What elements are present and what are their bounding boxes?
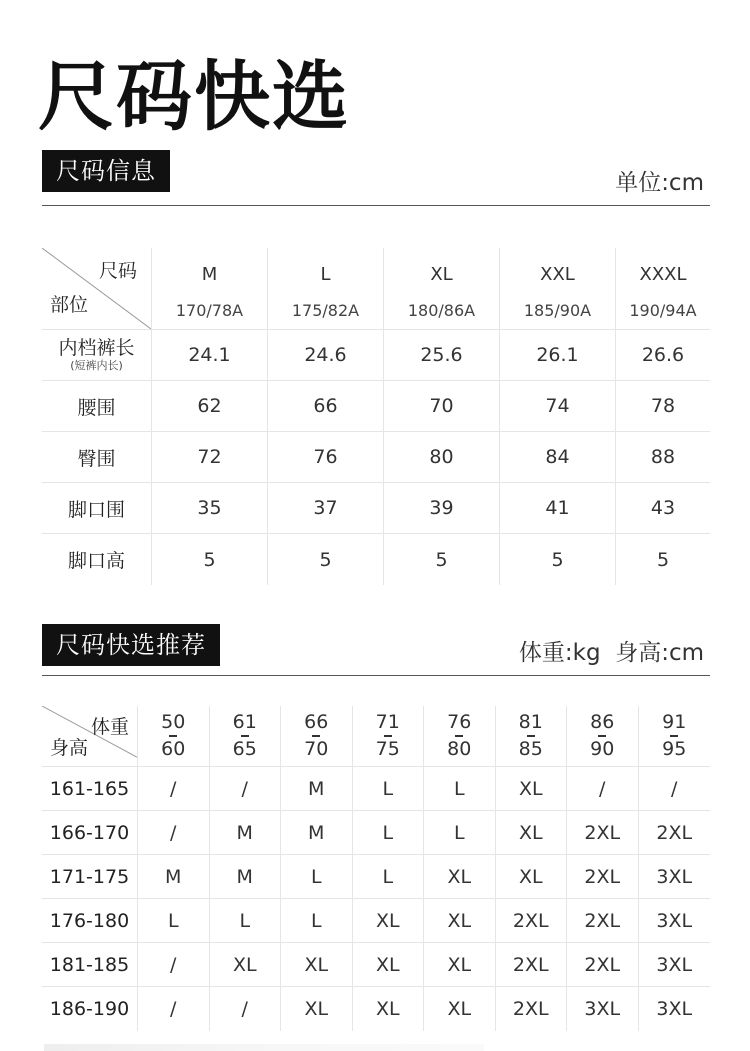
table-cell: XL: [281, 943, 353, 986]
table-cell: M: [138, 855, 210, 898]
weight-header-row: [42, 706, 710, 767]
table-row: [42, 534, 710, 585]
table-cell: XL: [424, 987, 496, 1031]
table-cell: 41: [500, 483, 616, 533]
table-cell: /: [138, 943, 210, 986]
table-row: [42, 987, 710, 1031]
row-label: 脚口高: [42, 534, 152, 585]
table-row: [42, 330, 710, 381]
table-cell: /: [138, 767, 210, 810]
table-cell: XL: [353, 899, 425, 942]
table-cell: XL: [496, 811, 568, 854]
size-info-table: [42, 248, 710, 585]
weight-max: 75: [375, 737, 400, 760]
table-cell: M: [281, 811, 353, 854]
table-cell: L: [281, 855, 353, 898]
table-cell: /: [138, 987, 210, 1031]
weight-header-cell: [567, 706, 639, 766]
table-cell: XL: [210, 943, 282, 986]
size-recommend-header: [42, 624, 710, 676]
row-label-note: (短裤内长): [70, 358, 123, 372]
size-header-row: [42, 248, 710, 330]
weight-header-cell: [281, 706, 353, 766]
size-header-cell: [384, 248, 500, 329]
size-info-unit: 单位:cm: [615, 170, 704, 196]
size-header-cell: [500, 248, 616, 329]
weight-header-cell: [210, 706, 282, 766]
weight-min: 81: [518, 711, 543, 734]
table-row: [42, 432, 710, 483]
height-range: 186-190: [42, 987, 138, 1031]
size-spec: 170/78A: [175, 300, 244, 320]
table-cell: 2XL: [567, 899, 639, 942]
table-cell: XL: [496, 767, 568, 810]
table-cell: /: [210, 987, 282, 1031]
table-cell: L: [424, 811, 496, 854]
corner-weight-label: 体重: [90, 716, 129, 738]
corner-cell: [42, 248, 152, 329]
table-cell: 3XL: [567, 987, 639, 1031]
weight-header-cell: [639, 706, 711, 766]
weight-min: 86: [590, 711, 615, 734]
table-cell: 5: [152, 534, 268, 585]
size-name: XXXL: [639, 263, 687, 285]
table-cell: 37: [268, 483, 384, 533]
table-cell: 2XL: [496, 943, 568, 986]
height-range: 176-180: [42, 899, 138, 942]
table-cell: 76: [268, 432, 384, 482]
weight-max: 80: [447, 737, 472, 760]
table-cell: 2XL: [567, 855, 639, 898]
size-recommend-table: [42, 706, 710, 1031]
row-label: 腰围: [42, 381, 152, 431]
table-cell: 78: [650, 395, 676, 417]
table-cell: XL: [424, 943, 496, 986]
page-title: 尺码快选: [38, 52, 350, 141]
table-row: [42, 811, 710, 855]
weight-header-cell: [496, 706, 568, 766]
size-header-cell: [616, 248, 710, 329]
weight-min: 76: [447, 711, 472, 734]
table-cell: 2XL: [496, 987, 568, 1031]
table-cell: 84: [500, 432, 616, 482]
table-cell: 5: [656, 548, 670, 571]
table-cell: /: [671, 777, 678, 800]
corner-size-label: 尺码: [98, 260, 137, 282]
table-cell: 26.6: [641, 344, 685, 366]
weight-max: 90: [590, 737, 615, 760]
row-label: 脚口围: [42, 483, 152, 533]
table-cell: 3XL: [656, 909, 693, 932]
row-label-cell: [42, 330, 152, 380]
size-info-label: 尺码信息: [42, 150, 170, 192]
corner-part-label: 部位: [50, 294, 89, 316]
table-cell: 3XL: [656, 953, 693, 976]
table-row: [42, 943, 710, 987]
table-cell: 2XL: [567, 943, 639, 986]
weight-max: 95: [662, 737, 687, 760]
table-cell: XL: [424, 899, 496, 942]
table-cell: L: [210, 899, 282, 942]
height-range: 161-165: [42, 767, 138, 810]
table-cell: XL: [353, 943, 425, 986]
table-cell: /: [567, 767, 639, 810]
table-cell: XL: [496, 855, 568, 898]
corner-height-label: 身高: [50, 737, 89, 759]
table-cell: L: [138, 899, 210, 942]
table-cell: M: [210, 811, 282, 854]
table-cell: 74: [500, 381, 616, 431]
table-cell: 5: [268, 534, 384, 585]
table-cell: 88: [650, 446, 676, 468]
table-cell: 43: [650, 497, 676, 519]
table-cell: L: [424, 767, 496, 810]
weight-header-cell: [424, 706, 496, 766]
table-cell: M: [281, 767, 353, 810]
weight-max: 65: [232, 737, 257, 760]
table-cell: 3XL: [656, 998, 693, 1020]
table-cell: 5: [500, 534, 616, 585]
table-cell: 70: [384, 381, 500, 431]
weight-min: 91: [662, 711, 687, 734]
table-cell: 72: [152, 432, 268, 482]
size-name: XXL: [540, 263, 575, 285]
size-name: XL: [430, 263, 453, 285]
weight-min: 66: [304, 711, 329, 734]
table-row: [42, 899, 710, 943]
table-cell: 24.1: [152, 330, 268, 380]
table-row: [42, 855, 710, 899]
table-cell: XL: [424, 855, 496, 898]
weight-max: 60: [161, 737, 186, 760]
weight-header-cell: [353, 706, 425, 766]
size-spec: 180/86A: [407, 300, 476, 320]
table-cell: L: [281, 899, 353, 942]
height-range: 181-185: [42, 943, 138, 986]
table-cell: 2XL: [656, 821, 693, 844]
table-cell: L: [353, 767, 425, 810]
table-cell: 80: [384, 432, 500, 482]
size-name: M: [201, 263, 218, 285]
table-cell: 26.1: [500, 330, 616, 380]
weight-min: 71: [375, 711, 400, 734]
size-name: L: [320, 263, 331, 285]
size-info-header: [42, 150, 710, 206]
table-cell: M: [210, 855, 282, 898]
table-cell: 66: [268, 381, 384, 431]
size-recommend-unit: 体重:kg 身高:cm: [518, 640, 704, 666]
table-cell: 5: [384, 534, 500, 585]
size-spec: 175/82A: [291, 300, 360, 320]
size-header-cell: [152, 248, 268, 329]
height-range: 171-175: [42, 855, 138, 898]
table-row: [42, 767, 710, 811]
weight-min: 61: [232, 711, 257, 734]
size-header-cell: [268, 248, 384, 329]
cropped-footnote-text: [44, 1044, 484, 1051]
table-cell: L: [353, 811, 425, 854]
size-spec: 185/90A: [523, 300, 592, 320]
table-cell: /: [138, 811, 210, 854]
table-cell: 62: [152, 381, 268, 431]
corner-cell: [42, 706, 138, 766]
table-cell: 3XL: [656, 865, 693, 888]
row-label: 内档裤长: [58, 336, 135, 359]
weight-header-cell: [138, 706, 210, 766]
table-row: [42, 483, 710, 534]
table-cell: 2XL: [567, 811, 639, 854]
table-row: [42, 381, 710, 432]
table-cell: L: [353, 855, 425, 898]
weight-max: 85: [518, 737, 543, 760]
weight-min: 50: [161, 711, 186, 734]
height-range: 166-170: [42, 811, 138, 854]
table-cell: XL: [281, 987, 353, 1031]
size-spec: 190/94A: [629, 300, 697, 320]
weight-max: 70: [304, 737, 329, 760]
table-cell: /: [210, 767, 282, 810]
table-cell: 2XL: [496, 899, 568, 942]
table-cell: 25.6: [384, 330, 500, 380]
table-cell: 35: [152, 483, 268, 533]
table-cell: 24.6: [268, 330, 384, 380]
row-label: 臀围: [42, 432, 152, 482]
size-recommend-label: 尺码快选推荐: [42, 624, 220, 666]
table-cell: XL: [353, 987, 425, 1031]
table-cell: 39: [384, 483, 500, 533]
